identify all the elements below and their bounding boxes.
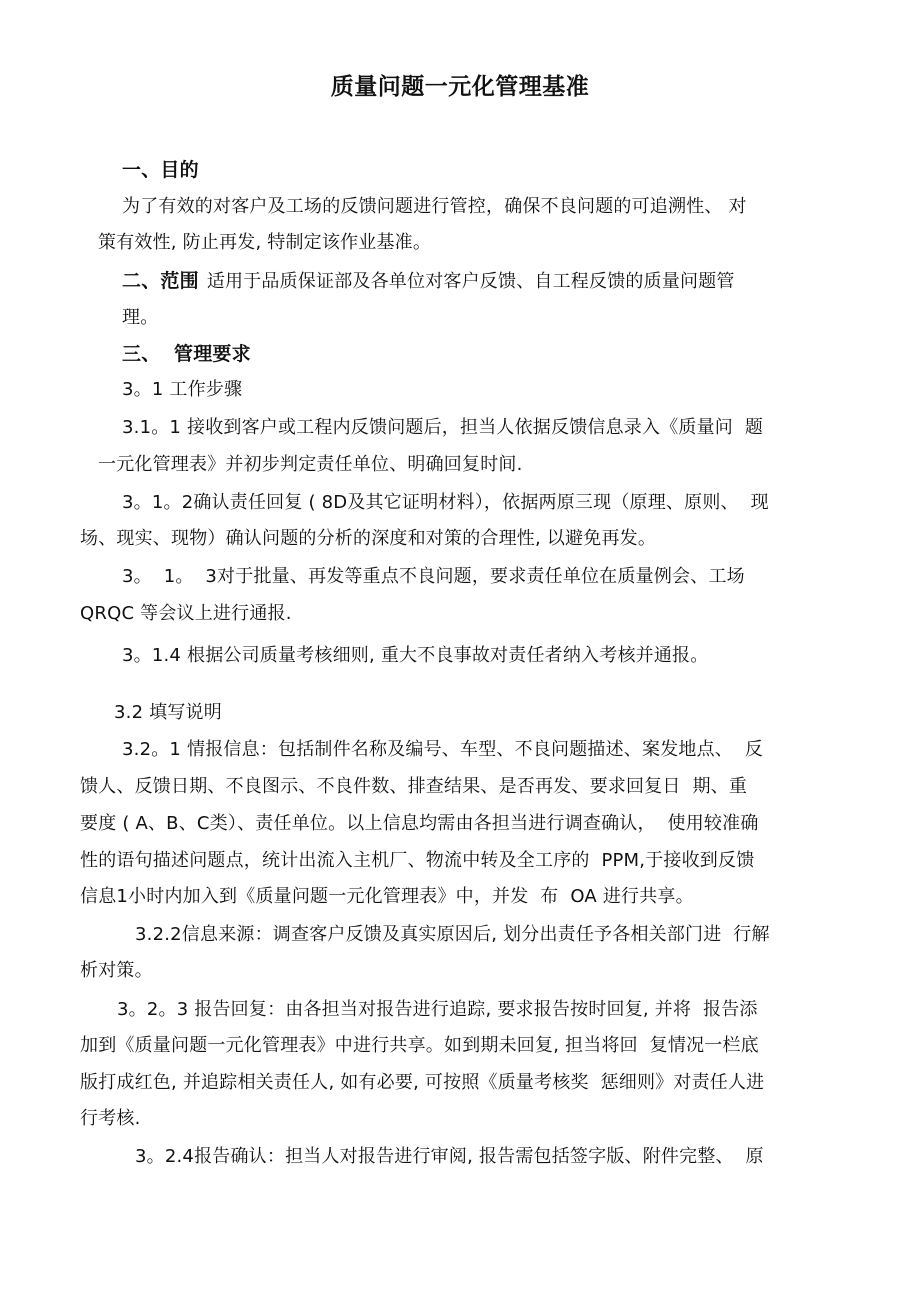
paragraph-line: 策有效性, 防止再发, 特制定该作业基准。 [98,232,432,253]
item-3-2-3-cont: 加到《质量问题一元化管理表》中进行共享。如到期未回复, 担当将回 复情况一栏底 [80,1035,759,1056]
section-heading-scope: 二、范围 [122,270,199,292]
paragraph-text: 适用于品质保证部及各单位对客户反馈、自工程反馈的质量问题管 [206,271,735,292]
document-title: 质量问题一元化管理基准 [330,74,590,100]
item-3-2-1: 3.2。1 情报信息：包括制件名称及编号、车型、不良问题描述、案发地点、 反 [122,739,764,760]
item-3-2-3-cont: 版打成红色, 并追踪相关责任人, 如有必要, 可按照《质量考核奖 惩细则》对责任人进 [80,1072,765,1093]
item-3-2-1-cont: 信息1小时内加入到《质量问题一元化管理表》中，并发 布 OA 进行共享。 [80,886,694,907]
item-3-2-4: 3。2.4报告确认：担当人对报告进行审阅, 报告需包括签字版、附件完整、 原 [135,1146,764,1167]
paragraph-line: 理。 [122,307,159,328]
scope-first-line [122,269,735,294]
step-3-1-1-cont: 一元化管理表》并初步判定责任单位、明确回复时间. [98,454,523,475]
item-3-2-1-cont: 馈人、反馈日期、不良图示、不良件数、排查结果、是否再发、要求回复日 期、重 [80,776,748,797]
subsection-heading-work-steps: 3。1 工作步骤 [122,379,243,400]
step-3-1-3: 3。 1。 3对于批量、再发等重点不良问题，要求责任单位在质量例会、工场 [122,566,745,587]
step-3-1-3-cont: QRQC 等会议上进行通报. [80,603,292,624]
step-3-1-2-cont: 场、现实、现物）确认问题的分析的深度和对策的合理性, 以避免再发。 [80,528,657,549]
section-heading-purpose: 一、目的 [122,159,199,181]
item-3-2-1-cont: 性的语句描述问题点，统计出流入主机厂、物流中转及全工序的 PPM,于接收到反馈 [80,850,755,871]
step-3-1-2: 3。1。2确认责任回复 ( 8D及其它证明材料），依据两原三现（原理、原则、 现 [122,492,769,513]
item-3-2-2-cont: 析对策。 [80,960,153,981]
paragraph-line: 为了有效的对客户及工场的反馈问题进行管控，确保不良问题的可追溯性、 对 [122,196,747,217]
step-3-1-1: 3.1。1 接收到客户或工程内反馈问题后，担当人依据反馈信息录入《质量问 题 [122,417,764,438]
item-3-2-3-cont: 行考核. [80,1108,141,1129]
section-heading-requirements: 三、 管理要求 [122,343,251,365]
step-3-1-4: 3。1.4 根据公司质量考核细则, 重大不良事故对责任者纳入考核并通报。 [122,645,709,666]
item-3-2-1-cont: 要度 ( A、B、C类）、责任单位。以上信息均需由各担当进行调查确认， 使用较准确 [80,813,759,834]
item-3-2-2: 3.2.2信息来源：调查客户反馈及真实原因后, 划分出责任予各相关部门进 行解 [135,924,770,945]
subsection-heading-fill-instructions: 3.2 填写说明 [114,702,222,723]
item-3-2-3: 3。2。3 报告回复：由各担当对报告进行追踪, 要求报告按时回复, 并将 报告添 [117,999,758,1020]
